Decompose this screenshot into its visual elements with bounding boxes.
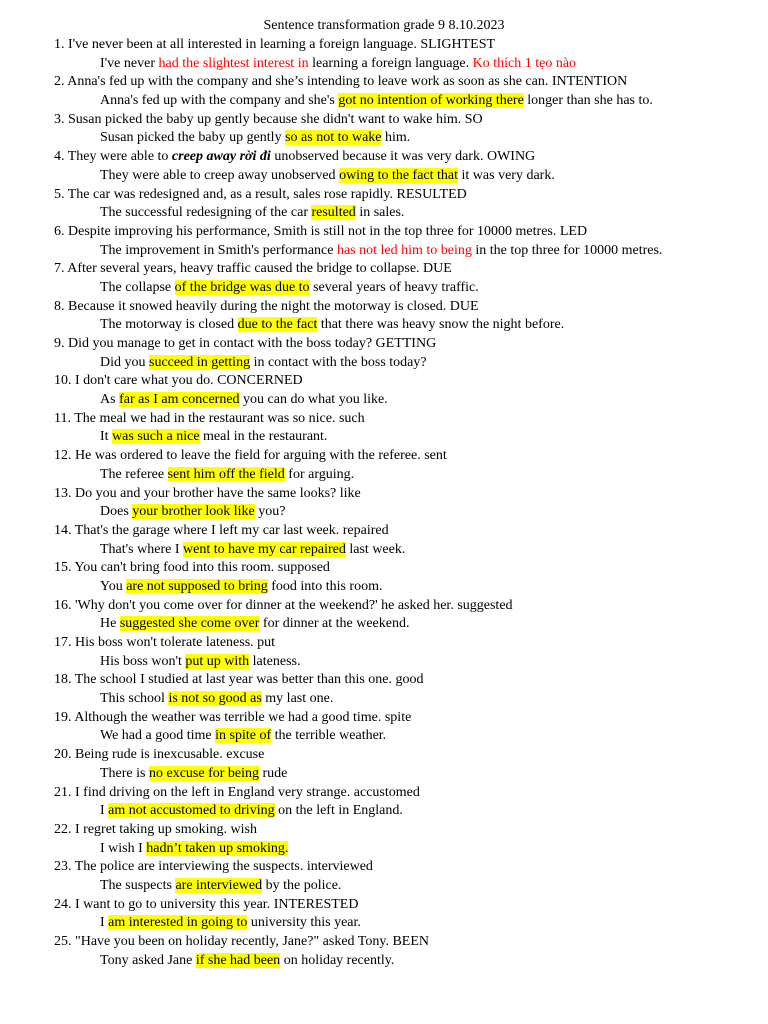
- highlighted-answer: am interested in going to: [108, 915, 248, 931]
- text-segment: 8. Because it snowed heavily during the night the motorway is closed. DUE: [54, 298, 479, 314]
- highlighted-answer: of the bridge was due to: [174, 279, 310, 295]
- highlighted-answer: so as not to wake: [285, 130, 382, 146]
- question-line: [54, 896, 754, 915]
- question-line: [54, 410, 754, 429]
- text-segment: I: [100, 803, 109, 819]
- highlighted-answer: hadn’t taken up smoking.: [146, 840, 289, 856]
- text-segment: 12. He was ordered to leave the field for arguing with the referee. sent: [54, 448, 447, 464]
- question-line: [54, 671, 754, 690]
- text-segment: 19. Although the weather was terrible we had a good time. spite: [54, 709, 412, 725]
- text-segment: 3. Susan picked the baby up gently because she didn't want to wake him. SO: [54, 111, 483, 127]
- text-segment: The successful redesigning of the car: [100, 205, 312, 221]
- question-line: [54, 821, 754, 840]
- text-segment: the terrible weather.: [271, 728, 387, 744]
- text-segment: 4. They were able to: [54, 149, 172, 165]
- question-line: [54, 597, 754, 616]
- text-segment: last week.: [345, 541, 406, 557]
- answer-line: [54, 541, 754, 560]
- question-line: [54, 73, 754, 92]
- text-segment: 23. The police are interviewing the suspects. interviewed: [54, 859, 373, 875]
- text-segment: 10. I don't care what you do. CONCERNED: [54, 373, 303, 389]
- question-line: [54, 522, 754, 541]
- text-segment: You: [100, 578, 127, 594]
- text-segment: 11. The meal we had in the restaurant was so nice. such: [54, 410, 365, 426]
- highlighted-answer: suggested she come over: [119, 616, 260, 632]
- text-segment: in the top three for 10000 metres.: [471, 242, 663, 258]
- text-segment: Did you: [100, 354, 149, 370]
- answer-line: [54, 653, 754, 672]
- text-segment: 25. "Have you been on holiday recently, Jane?" asked Tony. BEEN: [54, 934, 429, 949]
- answer-line: [54, 840, 754, 859]
- question-line: [54, 858, 754, 877]
- highlighted-answer: no excuse for being: [148, 765, 260, 781]
- highlighted-answer: got no intention of working there: [338, 93, 524, 109]
- answer-line: [54, 316, 754, 335]
- highlighted-answer: resulted: [311, 205, 356, 221]
- text-segment: The motorway is closed: [100, 317, 238, 333]
- highlighted-answer: are not supposed to bring: [126, 578, 268, 594]
- text-segment: on the left in England.: [274, 803, 403, 819]
- question-line: [54, 447, 754, 466]
- text-segment: Anna's fed up with the company and she's: [100, 93, 339, 109]
- question-line: [54, 36, 754, 55]
- question-line: [54, 186, 754, 205]
- text-segment: 5. The car was redesigned and, as a result, sales rose rapidly. RESULTED: [54, 186, 467, 202]
- highlighted-answer: in spite of: [215, 728, 272, 744]
- highlighted-answer: put up with: [185, 653, 250, 669]
- highlighted-answer: am not accustomed to driving: [108, 803, 275, 819]
- highlighted-answer: far as I am concerned: [119, 392, 240, 408]
- answer-line: [54, 802, 754, 821]
- text-segment: The suspects: [100, 877, 176, 893]
- highlighted-answer: was such a nice: [112, 429, 200, 445]
- answer-line: [54, 765, 754, 784]
- text-segment: Susan picked the baby up gently: [100, 130, 286, 146]
- text-segment: 22. I regret taking up smoking. wish: [54, 821, 257, 837]
- answer-line: [54, 92, 754, 111]
- highlighted-answer: are interviewed: [175, 877, 263, 893]
- answer-line: [54, 914, 754, 933]
- text-segment: 13. Do you and your brother have the same looks? like: [54, 485, 361, 501]
- text-segment: longer than she has to.: [523, 93, 653, 109]
- text-segment: That's where I: [100, 541, 183, 557]
- text-segment: He: [100, 616, 120, 632]
- answer-line: [54, 503, 754, 522]
- question-line: [54, 634, 754, 653]
- question-line: [54, 485, 754, 504]
- text-segment: my last one.: [261, 691, 334, 707]
- text-segment: for dinner at the weekend.: [259, 616, 410, 632]
- question-line: [54, 559, 754, 578]
- answer-line: [54, 466, 754, 485]
- text-segment: on holiday recently.: [280, 952, 395, 968]
- text-segment: several years of heavy traffic.: [309, 279, 479, 295]
- text-segment: His boss won't: [100, 653, 186, 669]
- question-line: [54, 784, 754, 803]
- text-segment: for arguing.: [284, 466, 355, 482]
- answer-line: [54, 354, 754, 373]
- highlighted-answer: due to the fact: [237, 317, 318, 333]
- document-title: Sentence transformation grade 9 8.10.2023: [263, 18, 505, 33]
- text-segment: Does: [100, 504, 133, 520]
- text-segment: university this year.: [247, 915, 361, 931]
- highlighted-answer: if she had been: [195, 952, 281, 968]
- text-segment: rude: [259, 765, 288, 781]
- answer-line: [54, 952, 754, 971]
- text-segment: We had a good time: [100, 728, 216, 744]
- question-line: [54, 933, 754, 952]
- answer-line: [54, 129, 754, 148]
- text-segment: The improvement in Smith's performance: [100, 242, 337, 258]
- exercise-list: [54, 36, 754, 970]
- question-line: [54, 260, 754, 279]
- highlighted-answer: your brother look like: [132, 504, 255, 520]
- text-segment: 2. Anna's fed up with the company and she’s intending to leave work as soon as she can. INTENTION: [54, 74, 628, 90]
- text-segment: They were able to creep away unobserved: [100, 167, 340, 183]
- text-segment: 24. I want to go to university this year. INTERESTED: [54, 896, 359, 912]
- question-line: [54, 223, 754, 242]
- bold-italic-phrase: creep away rời đi: [171, 149, 271, 165]
- text-segment: I: [100, 915, 109, 931]
- text-segment: 7. After several years, heavy traffic caused the bridge to collapse. DUE: [54, 261, 452, 277]
- text-segment: food into this room.: [267, 578, 383, 594]
- text-segment: meal in the restaurant.: [199, 429, 328, 445]
- text-segment: As: [100, 392, 120, 408]
- text-segment: 18. The school I studied at last year was better than this one. good: [54, 672, 424, 688]
- answer-line: [54, 391, 754, 410]
- text-segment: 17. His boss won't tolerate lateness. put: [54, 635, 276, 650]
- question-line: [54, 148, 754, 167]
- text-segment: 1. I've never been at all interested in learning a foreign language. SLIGHTEST: [54, 37, 496, 52]
- red-answer: has not led him to being: [336, 242, 472, 258]
- red-answer: Ko thích 1 tẹo nào: [472, 55, 577, 71]
- text-segment: 9. Did you manage to get in contact with the boss today? GETTING: [54, 336, 437, 351]
- question-line: [54, 372, 754, 391]
- highlighted-answer: sent him off the field: [167, 466, 285, 482]
- text-segment: by the police.: [262, 877, 342, 893]
- red-answer: had the slightest interest in: [158, 55, 309, 71]
- highlighted-answer: is not so good as: [168, 691, 262, 707]
- highlighted-answer: went to have my car repaired: [183, 541, 346, 557]
- text-segment: 15. You can't bring food into this room. supposed: [54, 560, 330, 576]
- question-line: [54, 709, 754, 728]
- answer-line: [54, 167, 754, 186]
- text-segment: in contact with the boss today?: [250, 354, 427, 370]
- answer-line: [54, 279, 754, 298]
- answer-line: [54, 578, 754, 597]
- text-segment: you?: [254, 504, 286, 520]
- answer-line: [54, 877, 754, 896]
- answer-line: [54, 690, 754, 709]
- text-segment: unobserved because it was very dark. OWING: [270, 149, 536, 165]
- text-segment: Tony asked Jane: [100, 952, 196, 968]
- text-segment: learning a foreign language.: [308, 55, 473, 71]
- text-segment: It: [100, 429, 113, 445]
- text-segment: 16. 'Why don't you come over for dinner at the weekend?' he asked her. suggested: [54, 597, 513, 613]
- text-segment: 6. Despite improving his performance, Smith is still not in the top three for 10000 metres. LED: [54, 223, 588, 239]
- answer-line: [54, 204, 754, 223]
- answer-line: [54, 242, 754, 261]
- text-segment: 21. I find driving on the left in England very strange. accustomed: [54, 784, 420, 800]
- text-segment: in sales.: [355, 205, 405, 221]
- text-segment: you can do what you like.: [239, 392, 388, 408]
- text-segment: This school: [100, 691, 169, 707]
- text-segment: lateness.: [249, 653, 301, 669]
- text-segment: The referee: [100, 466, 168, 482]
- highlighted-answer: succeed in getting: [149, 354, 251, 370]
- highlighted-answer: owing to the fact that: [339, 167, 459, 183]
- text-segment: I've never: [100, 55, 159, 71]
- text-segment: him.: [381, 130, 411, 146]
- text-segment: I wish I: [100, 840, 147, 856]
- text-segment: that there was heavy snow the night before.: [317, 317, 565, 333]
- question-line: [54, 746, 754, 765]
- text-segment: There is: [100, 765, 149, 781]
- answer-line: [54, 615, 754, 634]
- text-segment: The collapse: [100, 279, 175, 295]
- text-segment: 14. That's the garage where I left my car last week. repaired: [54, 522, 389, 538]
- answer-line: [54, 428, 754, 447]
- question-line: [54, 111, 754, 130]
- answer-line: [54, 727, 754, 746]
- question-line: [54, 335, 754, 354]
- answer-line: [54, 55, 754, 74]
- text-segment: 20. Being rude is inexcusable. excuse: [54, 747, 265, 763]
- text-segment: it was very dark.: [458, 167, 555, 183]
- question-line: [54, 298, 754, 317]
